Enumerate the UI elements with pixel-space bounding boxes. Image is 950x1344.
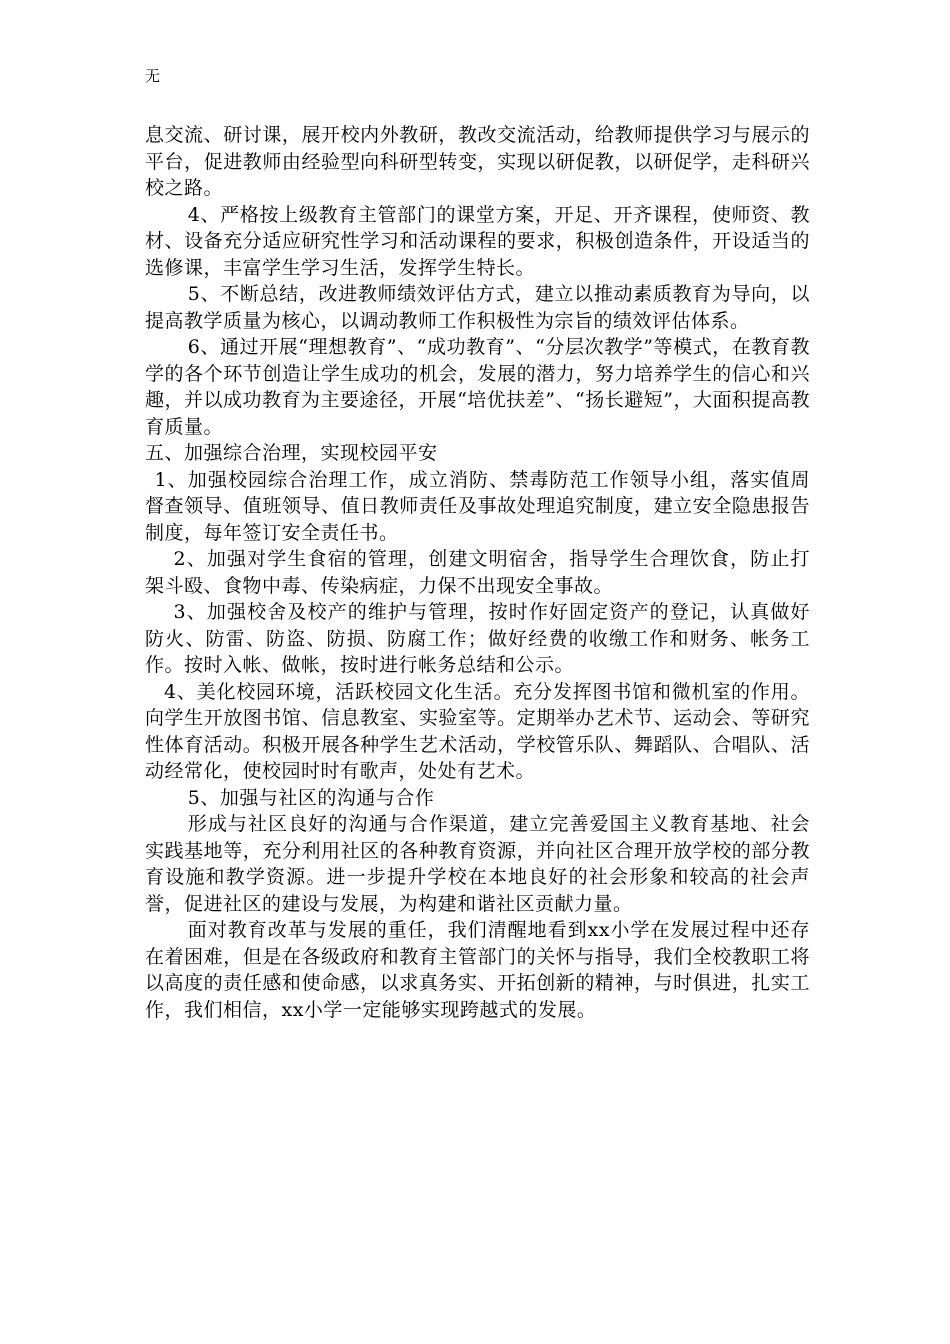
page-header: 无 bbox=[145, 67, 161, 85]
document-body bbox=[145, 122, 810, 1023]
paragraph-continued: 息交流、研讨课，展开校内外教研，教改交流活动，给教师提供学习与展示的平台，促进教师由经验型向科研型转变，实现以研促教，以研促学，走科研兴校之路。 bbox=[145, 124, 810, 199]
paragraph-conclusion: 面对教育改革与发展的重任，我们清醒地看到xx小学在发展过程中还存在着困难，但是在各级政府和教育主管部门的关怀与指导，我们全校教职工将以高度的责任感和使命感，以求真务实、开拓创新的精神，与时俱进，扎实工作，我们相信，xx小学一定能够实现跨越式的发展。 bbox=[145, 919, 810, 1021]
paragraph-safety-4: 4、美化校园环境，活跃校园文化生活。充分发挥图书馆和微机室的作用。向学生开放图书馆、信息教室、实验室等。定期举办艺术节、运动会、等研究性体育活动。积极开展各种学生艺术活动，学校管乐队、舞蹈队、合唱队、活动经常化，使校园时时有歌声，处处有艺术。 bbox=[145, 680, 810, 782]
paragraph-community: 形成与社区良好的沟通与合作渠道，建立完善爱国主义教育基地、社会实践基地等，充分利用社区的各种教育资源，并向社区合理开放学校的部分教育设施和教学资源。进一步提升学校在本地良好的社会形象和较高的社会声誉，促进社区的建设与发展，为构建和谐社区贡献力量。 bbox=[145, 813, 810, 915]
paragraph-safety-2: 2、加强对学生食宿的管理，创建文明宿舍，指导学生合理饮食，防止打架斗殴、食物中毒、传染病症，力保不出现安全事故。 bbox=[145, 548, 810, 597]
paragraph-safety-3: 3、加强校舍及校产的维护与管理，按时作好固定资产的登记，认真做好防火、防雷、防盗、防损、防腐工作；做好经费的收缴工作和财务、帐务工作。按时入帐、做帐，按时进行帐务总结和公示。 bbox=[145, 601, 810, 676]
paragraph-safety-5: 5、加强与社区的沟通与合作 bbox=[187, 786, 435, 809]
paragraph-item-4: 4、严格按上级教育主管部门的课堂方案，开足、开齐课程，使师资、教材、设备充分适应研究性学习和活动课程的要求，积极创造条件，开设适当的选修课，丰富学生学习生活，发挥学生特长。 bbox=[145, 203, 810, 279]
section-heading: 五、加强综合治理，实现校园平安 bbox=[145, 442, 438, 464]
paragraph-item-5: 5、不断总结，改进教师绩效评估方式，建立以推动素质教育为导向，以提高教学质量为核心，以调动教师工作积极性为宗旨的绩效评估体系。 bbox=[145, 283, 810, 332]
paragraph-item-6: 6、通过开展“理想教育”、“成功教育”、“分层次教学”等模式，在教育教学的各个环节创造让学生成功的机会，发展的潜力，努力培养学生的信心和兴趣，并以成功教育为主要途径，开展“培优扶差”、“扬长避短”，大面积提高教育质量。 bbox=[145, 336, 810, 438]
paragraph-safety-1: 1、加强校园综合治理工作，成立消防、禁毒防范工作领导小组，落实值周督查领导、值班领导、值日教师责任及事故处理追究制度，建立安全隐患报告制度，每年签订安全责任书。 bbox=[145, 468, 810, 544]
